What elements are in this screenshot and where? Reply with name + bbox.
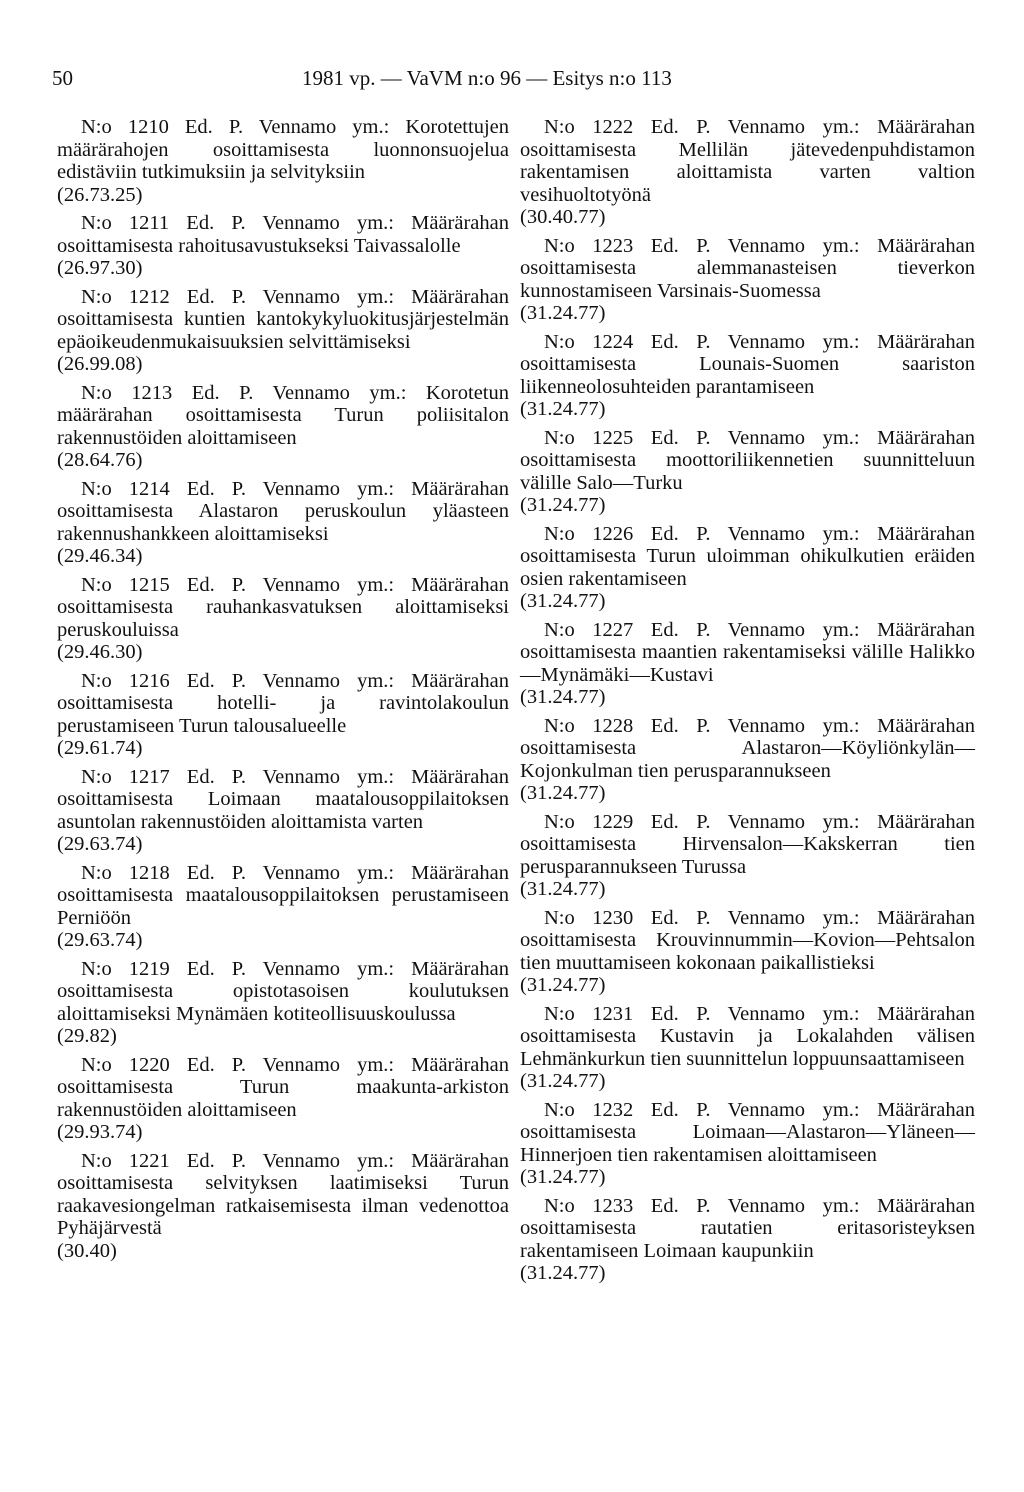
entry-text: N:o 1227 Ed. P. Vennamo ym.: Määrärahan osoittamisesta maantien rakentamiseksi välille Halikko—Mynämäki—Kustavi <box>520 618 975 686</box>
list-item <box>520 811 975 901</box>
entry-code: (26.73.25) <box>57 183 143 206</box>
page-number: 50 <box>52 66 73 90</box>
entry-code: (31.24.77) <box>520 974 606 996</box>
entry-text: N:o 1215 Ed. P. Vennamo ym.: Määrärahan osoittamisesta rauhankasvatuksen aloittamiseksi peruskouluissa <box>57 573 509 641</box>
list-item <box>57 1054 509 1144</box>
entry-code: (26.97.30) <box>57 257 143 279</box>
list-item <box>57 478 509 568</box>
list-item <box>520 523 975 613</box>
entry-code: (29.46.30) <box>57 641 143 663</box>
list-item <box>520 427 975 517</box>
entry-code: (29.46.34) <box>57 545 143 567</box>
entry-text: N:o 1230 Ed. P. Vennamo ym.: Määrärahan osoittamisesta Krouvinnummin—Kovion—Pehtsalon tien muuttamiseen kokonaan paikallistieksi <box>520 906 975 974</box>
entry-code: (29.61.74) <box>57 737 143 759</box>
list-item <box>520 715 975 805</box>
left-column <box>57 116 509 1268</box>
list-item <box>520 116 975 229</box>
list-item <box>57 1150 509 1263</box>
entry-code: (31.24.77) <box>520 398 606 420</box>
entry-code: (29.93.74) <box>57 1121 143 1143</box>
entry-text: N:o 1217 Ed. P. Vennamo ym.: Määrärahan osoittamisesta Loimaan maatalousoppilaitoksen asuntolan rakennustöiden aloittamista varten <box>57 765 509 833</box>
entry-text: N:o 1226 Ed. P. Vennamo ym.: Määrärahan osoittamisesta Turun uloimman ohikulkutien eräiden osien rakentamiseen <box>520 522 975 590</box>
list-item <box>57 766 509 856</box>
entry-text: N:o 1220 Ed. P. Vennamo ym.: Määrärahan osoittamisesta Turun maakunta-arkiston rakennustöiden aloittamiseen <box>57 1053 509 1121</box>
list-item <box>57 958 509 1048</box>
list-item <box>520 1099 975 1189</box>
entry-text: N:o 1212 Ed. P. Vennamo ym.: Määrärahan osoittamisesta kuntien kantokykyluokitusjärjestelmän epäoikeudenmukaisuuksien selvittämiseksi <box>57 285 509 353</box>
entry-text: N:o 1219 Ed. P. Vennamo ym.: Määrärahan osoittamisesta opistotasoisen koulutuksen aloittamiseksi Mynämäen kotiteollisuuskoulussa <box>57 957 509 1025</box>
entry-code: (30.40) <box>57 1239 117 1262</box>
entry-text: N:o 1232 Ed. P. Vennamo ym.: Määrärahan osoittamisesta Loimaan—Alastaron—Yläneen—Hinnerjoen tien rakentamisen aloittamiseen <box>520 1098 975 1166</box>
list-item <box>520 619 975 709</box>
entry-text: N:o 1229 Ed. P. Vennamo ym.: Määrärahan osoittamisesta Hirvensalon—Kakskerran tien perusparannukseen Turussa <box>520 810 975 878</box>
list-item <box>57 116 509 206</box>
entry-code: (31.24.77) <box>520 590 606 612</box>
entry-text: N:o 1213 Ed. P. Vennamo ym.: Korotetun määrärahan osoittamisesta Turun poliisitalon rakennustöiden aloittamiseen <box>57 381 509 449</box>
entry-text: N:o 1221 Ed. P. Vennamo ym.: Määrärahan osoittamisesta selvityksen laatimiseksi Turun raakavesiongelman ratkaisemisesta ilman vedenottoa Pyhäjärvestä <box>57 1149 509 1239</box>
list-item <box>520 1003 975 1093</box>
entry-text: N:o 1228 Ed. P. Vennamo ym.: Määrärahan osoittamisesta Alastaron—Köyliönkylän—Kojonkulman tien perusparannukseen <box>520 714 975 782</box>
list-item <box>520 331 975 421</box>
entry-text: N:o 1225 Ed. P. Vennamo ym.: Määrärahan osoittamisesta moottoriliikennetien suunnitteluun välille Salo—Turku <box>520 426 975 494</box>
entry-code: (31.24.77) <box>520 878 606 900</box>
entry-text: N:o 1231 Ed. P. Vennamo ym.: Määrärahan osoittamisesta Kustavin ja Lokalahden välisen Lehmänkurkun tien suunnittelun loppuunsaattamiseen <box>520 1002 975 1070</box>
list-item <box>57 212 509 280</box>
list-item <box>520 235 975 325</box>
entry-code: (30.40.77) <box>520 206 606 228</box>
entry-text: N:o 1211 Ed. P. Vennamo ym.: Määrärahan osoittamisesta rahoitusavustukseksi Taivassalolle <box>57 212 509 257</box>
entry-text: N:o 1218 Ed. P. Vennamo ym.: Määrärahan osoittamisesta maatalousoppilaitoksen perustamiseen Perniöön <box>57 861 509 929</box>
entry-code: (31.24.77) <box>520 782 606 804</box>
list-item <box>57 574 509 664</box>
list-item <box>520 1195 975 1285</box>
entry-text: N:o 1233 Ed. P. Vennamo ym.: Määrärahan osoittamisesta rautatien eritasoristeyksen rakentamiseen Loimaan kaupunkiin <box>520 1194 975 1262</box>
page-header <box>52 58 972 98</box>
right-column <box>520 116 975 1291</box>
entry-code: (29.63.74) <box>57 833 143 855</box>
list-item <box>57 382 509 472</box>
entry-text: N:o 1216 Ed. P. Vennamo ym.: Määrärahan osoittamisesta hotelli- ja ravintolakoulun perustamiseen Turun talousalueelle <box>57 669 509 737</box>
list-item <box>57 670 509 760</box>
entry-code: (31.24.77) <box>520 1166 606 1188</box>
entry-code: (29.63.74) <box>57 929 143 951</box>
entry-code: (28.64.76) <box>57 449 143 471</box>
entry-text: N:o 1214 Ed. P. Vennamo ym.: Määrärahan osoittamisesta Alastaron peruskoulun yläasteen rakennushankkeen aloittamiseksi <box>57 477 509 545</box>
list-item <box>57 286 509 376</box>
entry-code: (29.82) <box>57 1025 117 1047</box>
entry-code: (31.24.77) <box>520 1262 606 1284</box>
running-title: 1981 vp. — VaVM n:o 96 — Esitys n:o 113 <box>302 66 672 90</box>
entry-code: (31.24.77) <box>520 494 606 516</box>
entry-code: (31.24.77) <box>520 1070 606 1092</box>
entry-code: (31.24.77) <box>520 302 606 324</box>
entry-code: (31.24.77) <box>520 686 606 708</box>
entry-text: N:o 1222 Ed. P. Vennamo ym.: Määrärahan osoittamisesta Mellilän jätevedenpuhdistamon rakentamisen aloittamista varten valtion vesihuoltotyönä <box>520 116 975 206</box>
list-item <box>57 862 509 952</box>
entry-text: N:o 1224 Ed. P. Vennamo ym.: Määrärahan osoittamisesta Lounais-Suomen saariston liikenneolosuhteiden parantamiseen <box>520 330 975 398</box>
list-item <box>520 907 975 997</box>
entry-text: N:o 1223 Ed. P. Vennamo ym.: Määrärahan osoittamisesta alemmanasteisen tieverkon kunnostamiseen Varsinais-Suomessa <box>520 234 975 302</box>
entry-code: (26.99.08) <box>57 353 143 375</box>
entry-text: N:o 1210 Ed. P. Vennamo ym.: Korotettujen määrärahojen osoittamisesta luonnonsuojelua edistäviin tutkimuksiin ja selvityksiin <box>57 116 509 183</box>
